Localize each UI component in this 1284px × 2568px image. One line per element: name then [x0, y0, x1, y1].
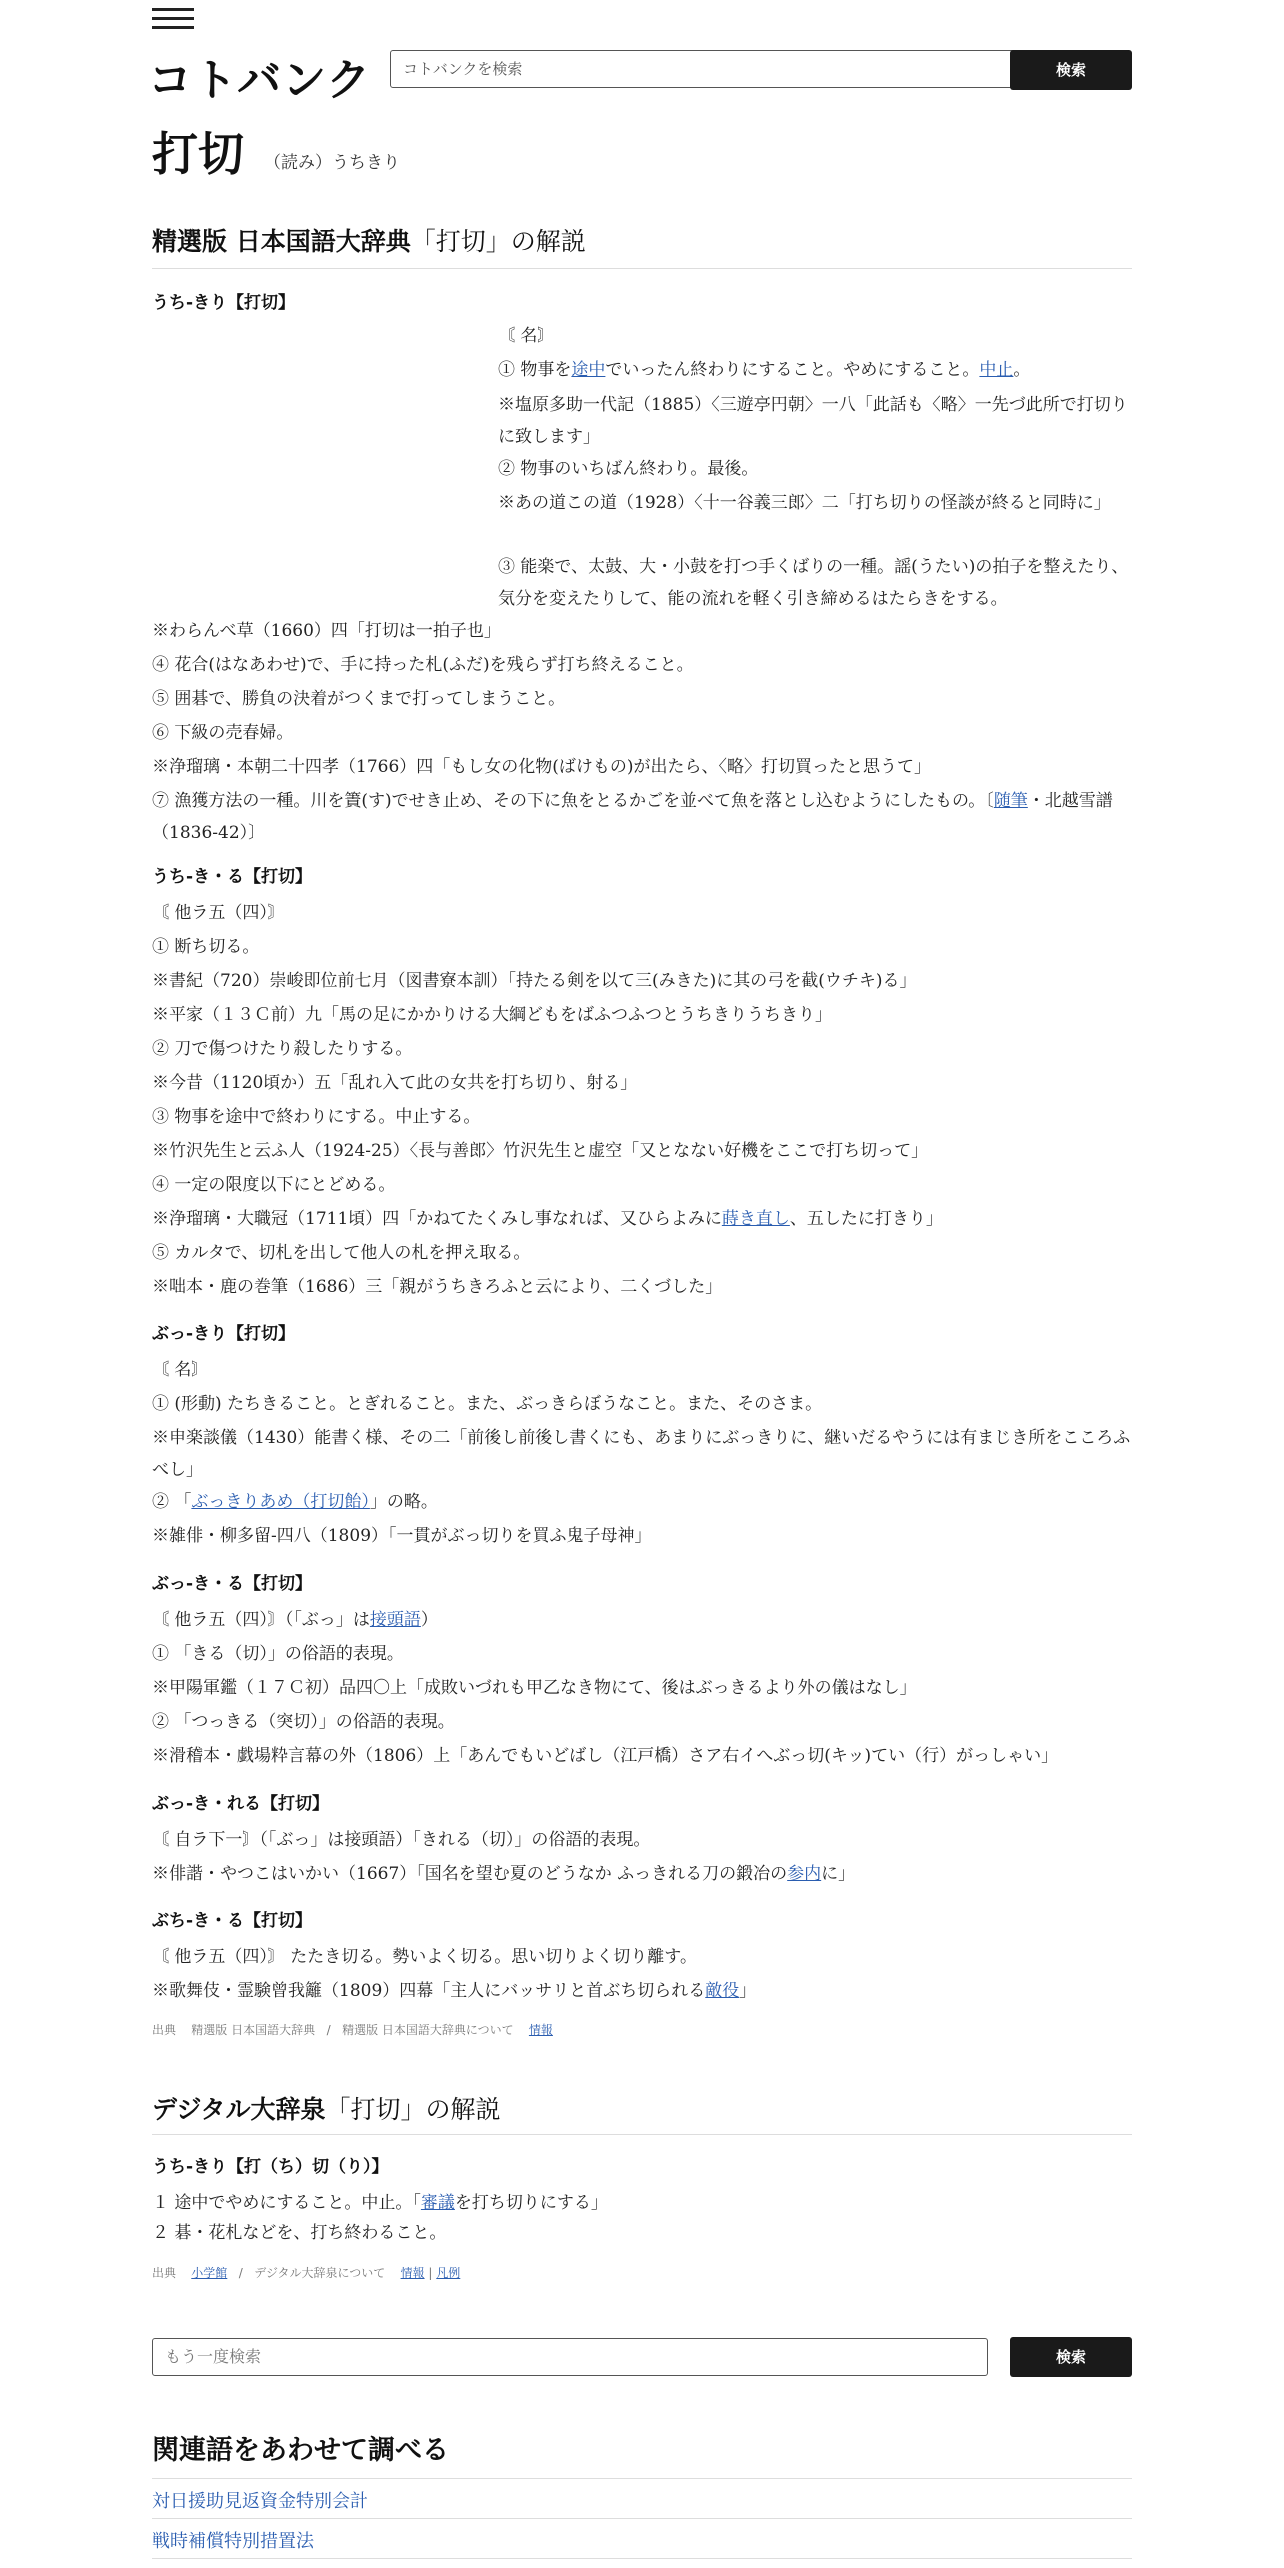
link-settougo[interactable]: 接頭語	[369, 1610, 421, 1630]
entry-heading: ぶっ‐きり【打切】	[152, 1324, 296, 1344]
related-link[interactable]: 対日援助見返資金特別会計	[152, 2491, 368, 2512]
citation-line: ※滑稽本・戯場粋言幕の外（1806）上「あんでもいどばし（江戸橋）さア右イへぶっ切(キッ)てい（行）がっしゃい」	[152, 1746, 1059, 1766]
source-line: 出典 精選版 日本国語大辞典 / 精選版 日本国語大辞典について 情報	[152, 2023, 553, 2037]
item-divider	[152, 2558, 1132, 2559]
definition-line: ② 「ぶっきりあめ（打切飴）」の略。	[152, 1492, 438, 1512]
citation-line: ※書紀（720）崇峻即位前七月（図書寮本訓）「持たる剣を以て三(みきた)に其の弓を截(ウチキ)る」	[152, 971, 917, 991]
part-of-speech: 〘 名〙	[152, 1360, 209, 1380]
definition-line: ⑦ 漁獲方法の一種。川を簀(す)でせき止め、その下に魚をとるかごを並べて魚を落とし込むようにしたもの。〔随筆・北越雪譜（1836‐42）〕	[152, 791, 1113, 843]
menu-icon[interactable]	[152, 8, 194, 32]
entry-heading: うち‐き・る【打切】	[152, 867, 313, 887]
search-again-button[interactable]: 検索	[1010, 2337, 1132, 2377]
definition-line: ② 刀で傷つけたり殺したりする。	[152, 1039, 413, 1059]
definition-line: ① (形動) たちきること。とぎれること。また、ぶっきらぼうなこと。また、そのさま。	[152, 1394, 823, 1414]
reading-label: （読み）うちきり	[264, 153, 400, 173]
page-title: 打切	[152, 127, 244, 181]
link-sandai[interactable]: 参内	[787, 1864, 822, 1884]
section-title-seisenban: 精選版 日本国語大辞典「打切」の解説	[152, 227, 586, 256]
definition-line: ② 「つっきる（突切）」の俗語的表現。	[152, 1712, 455, 1732]
link-makinaoshi[interactable]: 蒔き直し	[721, 1209, 790, 1229]
citation-line: ※浄瑠璃・大職冠（1711頃）四「かねてたくみし事なれば、又ひらよみに蒔き直し、五したに打きり」	[152, 1209, 943, 1229]
item-divider	[152, 2518, 1132, 2519]
search-again-input[interactable]: もう一度検索	[152, 2338, 988, 2376]
link-katakiyaku[interactable]: 敵役	[705, 1981, 740, 2001]
section-divider	[152, 2478, 1132, 2479]
section-divider	[152, 2134, 1132, 2135]
publisher-link[interactable]: 小学館	[191, 2266, 228, 2280]
definition-line: ② 物事のいちばん終わり。最後。	[498, 459, 759, 479]
related-link[interactable]: 戦時補償特別措置法	[152, 2531, 314, 2552]
citation-line: ※平家（１３Ｃ前）九「馬の足にかかりける大綱どもをばふつふつとうちきりうちきり」	[152, 1005, 832, 1025]
citation-line: ※咄本・鹿の巻筆（1686）三「親がうちきろふと云により、二くづした」	[152, 1277, 723, 1297]
site-logo[interactable]: コトバンク	[148, 55, 372, 106]
info-link[interactable]: 情報	[528, 2023, 553, 2037]
source-line: 出典 小学館 / デジタル大辞泉について 情報 | 凡例	[152, 2266, 461, 2280]
link-bukkiriame[interactable]: ぶっきりあめ（打切飴）	[191, 1492, 370, 1512]
definition-line: ④ 一定の限度以下にとどめる。	[152, 1175, 396, 1195]
definition-line: ⑤ 囲碁で、勝負の決着がつくまで打ってしまうこと。	[152, 689, 566, 709]
citation-line: ※浄瑠璃・本朝二十四孝（1766）四「もし女の化物(ばけもの)が出たら、〈略〉打切買ったと思うて」	[152, 757, 932, 777]
definition-line: ⑥ 下級の売春婦。	[152, 723, 294, 743]
entry-heading: うち‐きり【打切】	[152, 293, 296, 313]
part-of-speech: 〘 名〙	[498, 326, 555, 346]
definition-line: ③ 能楽で、太鼓、大・小鼓を打つ手くばりの一種。謡(うたい)の拍子を整えたり、気分を変えたりして、能の流れを軽く引き締めるはたらきをする。	[498, 557, 1129, 609]
citation-line: ※俳諧・やつこはいかい（1667）「国名を望む夏のどうなか ふっきれる刀の鍛冶の参内に」	[152, 1864, 856, 1884]
section-divider	[152, 268, 1132, 269]
section-title-daijisen: デジタル大辞泉「打切」の解説	[152, 2095, 501, 2124]
info-link[interactable]: 情報	[400, 2266, 425, 2280]
definition-line: ⑤ カルタで、切札を出して他人の札を押え取る。	[152, 1243, 531, 1263]
citation-line: ※甲陽軍鑑（１７Ｃ初）品四〇上「成敗いづれも甲乙なき物にて、後はぶっきるより外の儀はなし」	[152, 1678, 917, 1698]
entry-heading: ぶっ‐き・れる【打切】	[152, 1794, 330, 1814]
search-button[interactable]: 検索	[1010, 50, 1132, 90]
citation-line: ※わらんべ草（1660）四「打切は一拍子也」	[152, 621, 501, 641]
definition-line: １ 途中でやめにすること。中止。「審議を打ち切りにする」	[152, 2193, 608, 2213]
citation-line: ※竹沢先生と云ふ人（1924‐25）〈長与善郎〉竹沢先生と虚空「又となない好機をここで打ち切って」	[152, 1141, 929, 1161]
link-chushi[interactable]: 中止	[979, 360, 1014, 380]
definition-line: 〘 自ラ下一〙（「ぶっ」は接頭語）「きれる（切）」の俗語的表現。	[152, 1830, 651, 1850]
citation-line: ※申楽談儀（1430）能書く様、その二「前後し前後し書くにも、あまりにぶっきりに、継いだるやうには有まじき所をこころふべし」	[152, 1428, 1131, 1480]
citation-line: ※今昔（1120頃か）五「乱れ入て此の女共を打ち切り、射る」	[152, 1073, 638, 1093]
entry-heading: ぶっ‐き・る【打切】	[152, 1574, 313, 1594]
link-zuihitsu[interactable]: 随筆	[993, 791, 1028, 811]
citation-line: ※雑俳・柳多留‐四八（1809）「一貫がぶっ切りを買ふ鬼子母神」	[152, 1526, 652, 1546]
related-title: 関連語をあわせて調べる	[152, 2435, 449, 2466]
part-of-speech: 〘 他ラ五（四）〙（「ぶっ」は接頭語）	[152, 1610, 438, 1630]
link-shingi[interactable]: 審議	[420, 2193, 455, 2213]
link-tochu[interactable]: 途中	[571, 360, 606, 380]
citation-line: ※あの道この道（1928）〈十一谷義三郎〉二「打ち切りの怪談が終ると同時に」	[498, 493, 1111, 513]
citation-line: ※歌舞伎・霊験曾我籬（1809）四幕「主人にバッサリと首ぶち切られる敵役」	[152, 1981, 757, 2001]
search-input[interactable]: コトバンクを検索	[390, 50, 1016, 88]
part-of-speech: 〘 他ラ五（四）〙	[152, 903, 285, 923]
definition-line: ① 断ち切る。	[152, 937, 260, 957]
citation-line: ※塩原多助一代記（1885）〈三遊亭円朝〉一八「此話も〈略〉一先づ此所で打切りに致します」	[498, 395, 1128, 447]
entry-heading: うち‐きり【打（ち）切（り）】	[152, 2157, 389, 2177]
definition-line: ① 「きる（切）」の俗語的表現。	[152, 1644, 404, 1664]
definition-line: ① 物事を途中でいったん終わりにすること。やめにすること。中止。	[498, 360, 1031, 380]
entry-heading: ぶち‐き・る【打切】	[152, 1911, 313, 1931]
legend-link[interactable]: 凡例	[436, 2266, 461, 2280]
definition-line: ２ 碁・花札などを、打ち終わること。	[152, 2223, 447, 2243]
definition-line: ④ 花合(はなあわせ)で、手に持った札(ふだ)を残らず打ち終えること。	[152, 655, 694, 675]
definition-line: 〘 他ラ五（四）〙 たたき切る。勢いよく切る。思い切りよく切り離す。	[152, 1947, 697, 1967]
definition-line: ③ 物事を途中で終わりにする。中止する。	[152, 1107, 481, 1127]
